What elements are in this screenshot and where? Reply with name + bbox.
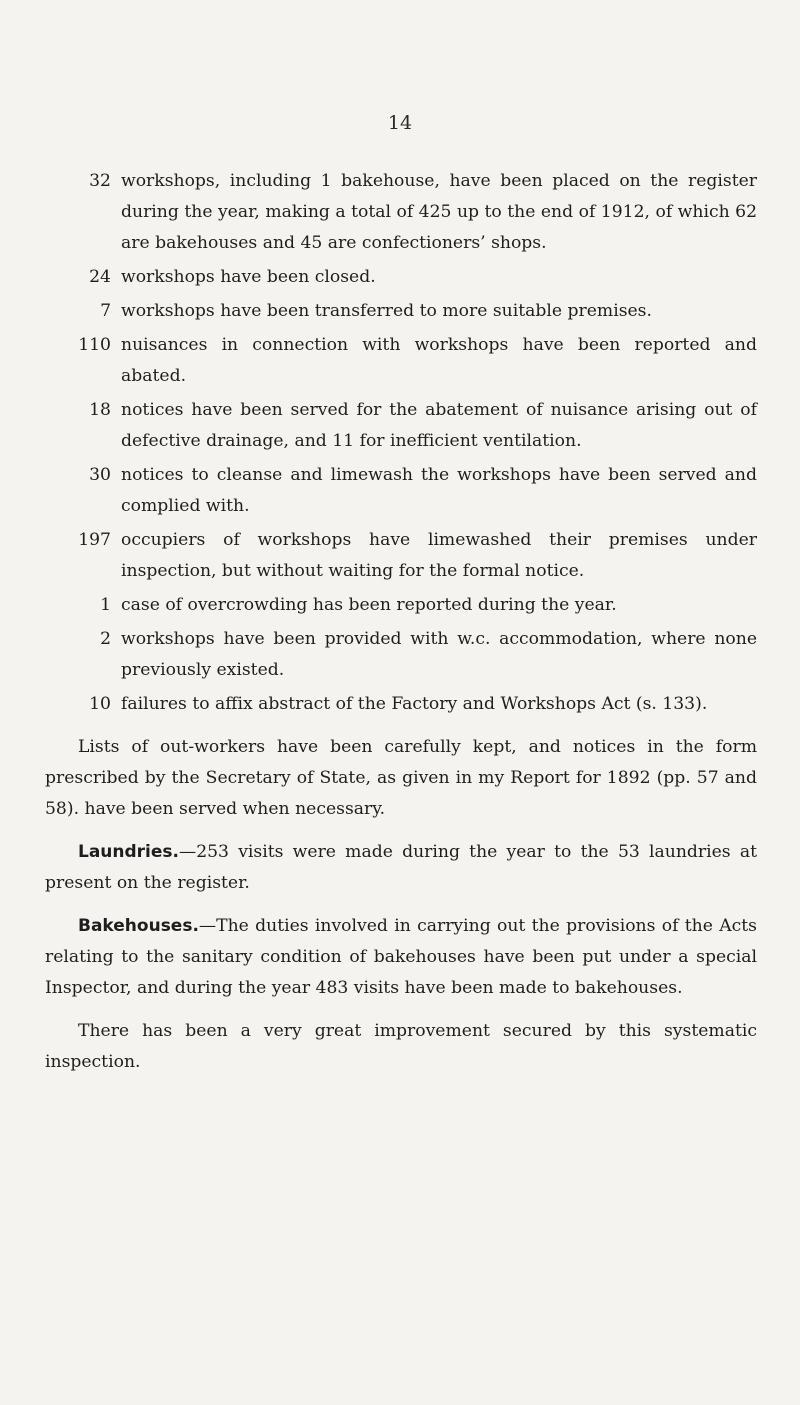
item-number: 1: [100, 595, 111, 615]
list-item: [45, 395, 757, 457]
item-number: 197: [78, 530, 111, 550]
outworkers-paragraph: Lists of out-workers have been carefully kept, and notices in the form prescribed by the Secretary of State, as given in my Report for 1892 (pp. 57 and 58). have been served when necessary.: [45, 737, 757, 819]
bakehouses-paragraph: [45, 911, 757, 1004]
item-text: notices have been served for the abatement of nuisance arising out of defective drainage, and 11 for inefficient ventilation.: [121, 400, 757, 451]
item-text: workshops have been provided with w.c. accommodation, where none previously existed.: [121, 629, 757, 680]
item-text: workshops, including 1 bakehouse, have been placed on the register during the year, making a total of 425 up to the end of 1912, of which 62 are bakehouses and 45 are confectioners’ shops.: [121, 171, 757, 253]
list-item: [45, 330, 757, 392]
item-number: 10: [89, 694, 111, 714]
body-text: [45, 166, 757, 1078]
list-item: [45, 624, 757, 686]
item-number: 110: [78, 335, 111, 355]
item-text: case of overcrowding has been reported during the year.: [121, 595, 617, 615]
item-text: notices to cleanse and limewash the workshops have been served and complied with.: [121, 465, 757, 516]
list-item: [45, 590, 757, 621]
item-text: workshops have been transferred to more suitable premises.: [121, 301, 652, 321]
list-item: [45, 525, 757, 587]
list-item: [45, 296, 757, 327]
list-item: [45, 460, 757, 522]
item-number: 2: [100, 629, 111, 649]
list-item: [45, 262, 757, 293]
item-number: 18: [89, 400, 111, 420]
item-text: failures to affix abstract of the Factory and Workshops Act (s. 133).: [121, 694, 708, 714]
item-text: nuisances in connection with workshops have been reported and abated.: [121, 335, 757, 386]
laundries-heading: Laundries.: [78, 842, 179, 862]
bakehouses-heading: Bakehouses.: [78, 916, 199, 936]
list-item: [45, 166, 757, 259]
bakehouses-text: —The duties involved in carrying out the provisions of the Acts relating to the sanitary condition of bakehouses have been put under a special Inspector, and during the year 483 visits have been made to bakehouses.: [45, 916, 757, 998]
laundries-text: —253 visits were made during the year to the 53 laundries at present on the register.: [45, 842, 757, 893]
page-number: 14: [387, 112, 413, 134]
item-number: 7: [100, 301, 111, 321]
item-text: workshops have been closed.: [121, 267, 376, 287]
item-number: 24: [89, 267, 111, 287]
closing-paragraph: There has been a very great improvement secured by this systematic inspection.: [45, 1021, 757, 1072]
item-text: occupiers of workshops have limewashed their premises under inspection, but without waiting for the formal notice.: [121, 530, 757, 581]
list-item: [45, 689, 757, 720]
laundries-paragraph: [45, 837, 757, 899]
item-number: 32: [89, 171, 111, 191]
item-number: 30: [89, 465, 111, 485]
